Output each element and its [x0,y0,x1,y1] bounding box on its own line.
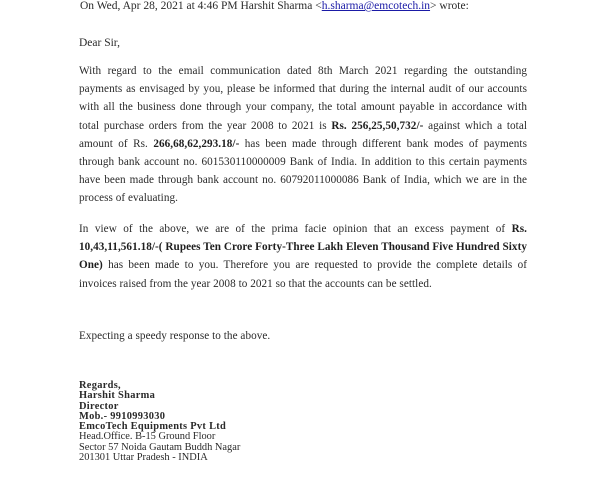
amount-paid: 266,68,62,293.18/- [153,137,240,150]
reply-header-suffix: > wrote: [430,0,469,12]
paragraph-audit [79,62,527,208]
paragraph-excess-text-a: In view of the above, we are of the prima facie opinion that an excess payment of [79,223,512,235]
salutation: Dear Sir, [79,37,121,49]
signature-closing: Regards, [79,380,121,391]
signature-name: Harshit Sharma [79,390,156,402]
paragraph-excess-text-b: has been made to you. Therefore you are requested to provide the complete details of invoices raised from the year 2008 to 2021 so that the accounts can be settled. [79,259,527,290]
signature-mobile: Mob.- 9910993030 [79,410,166,422]
paragraph-audit-text-a: With regard to the email communication dated 8th March 2021 regarding the outstanding payments as envisaged by you, please be informed that during the internal audit of our accounts with all the business done through your company, the total amount payable in accordance with total purchase orders from the year 2008 to 2021 is [79,65,527,132]
paragraph-audit-text-b: against which a total amount of Rs. [79,119,528,150]
amount-payable: Rs. 256,25,50,732/- [331,119,424,132]
signature-address-line-1: Head.Office. B-15 Ground Floor [79,431,216,443]
paragraph-audit-text-c: has been made through different bank modes of payments through bank account no. 601530110000009 Bank of India. In addition to this certain payments have been made through bank account no. 60792011000086 Bank of India, which we are in the process of evaluating. [79,137,527,205]
excess-amount: Rs. 10,43,11,561.18/-( Rupees Ten Crore Forty-Three Lakh Eleven Thousand Five Hundred Sixty One) [79,223,527,272]
reply-header-prefix: On Wed, Apr 28, 2021 at 4:46 PM Harshit Sharma < [80,0,322,12]
reply-header [80,0,469,13]
sender-email-link[interactable]: h.sharma@emcotech.in [321,0,431,12]
paragraph-excess-payment [79,220,527,293]
signature-address-line-3: 201301 Uttar Pradesh - INDIA [79,452,208,464]
signature-company: EmcoTech Equipments Pvt Ltd [79,421,227,433]
signature-address-line-2: Sector 57 Noida Gautam Buddh Nagar [79,441,241,453]
signature-title: Director [79,400,119,412]
signature-block [79,381,240,463]
paragraph-closing: Expecting a speedy response to the above. [79,330,271,342]
